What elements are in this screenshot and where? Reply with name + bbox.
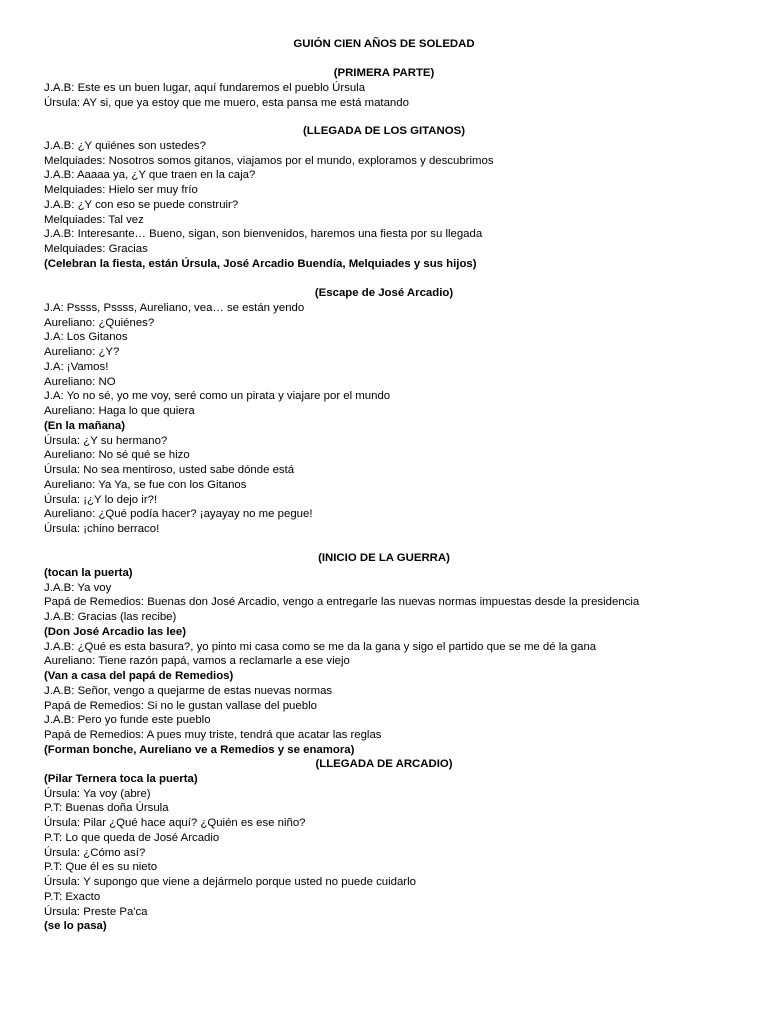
- speaker-name: Papá de Remedios:: [44, 596, 145, 609]
- speaker-name: J.A:: [44, 301, 64, 314]
- dialogue-line: [44, 610, 744, 625]
- stage-direction-text: (tocan la puerta): [44, 566, 133, 579]
- dialogue-text: NO: [98, 375, 116, 388]
- dialogue-text: Ya voy (abre): [83, 787, 151, 800]
- dialogue-list: [44, 301, 744, 537]
- section-primera-parte: [44, 66, 744, 110]
- speaker-name: Aureliano:: [44, 508, 96, 521]
- stage-direction: [44, 919, 744, 934]
- section-heading: (LLEGADA DE LOS GITANOS): [303, 125, 465, 137]
- speaker-name: J.A:: [44, 390, 64, 403]
- dialogue-line: [44, 905, 744, 920]
- speaker-name: Úrsula:: [44, 846, 81, 859]
- speaker-name: Aureliano:: [44, 478, 96, 491]
- stage-direction: [44, 566, 744, 581]
- dialogue-text: Interesante… Bueno, sigan, son bienvenidos, haremos una fiesta por su llegada: [77, 228, 483, 241]
- speaker-name: Úrsula:: [44, 905, 81, 918]
- speaker-name: Aureliano:: [44, 316, 96, 329]
- dialogue-text: Que él es su nieto: [65, 861, 158, 874]
- dialogue-line: [44, 96, 744, 111]
- speaker-name: J.A.B:: [44, 581, 75, 594]
- dialogue-text: Ya Ya, se fue con los Gitanos: [98, 478, 247, 491]
- dialogue-line: [44, 801, 744, 816]
- speaker-name: Úrsula:: [44, 523, 81, 535]
- dialogue-line: [44, 389, 744, 404]
- speaker-name: Úrsula:: [44, 434, 81, 447]
- dialogue-line: [44, 875, 744, 890]
- speaker-name: P.T:: [44, 890, 63, 903]
- dialogue-line: [44, 168, 744, 183]
- speaker-name: Aureliano:: [44, 449, 96, 462]
- dialogue-text: ¿Qué es esta basura?, yo pinto mi casa como se me da la gana y sigo el partido que se me dé la gana: [77, 640, 597, 653]
- speaker-name: Papá de Remedios:: [44, 699, 145, 712]
- speaker-name: Aureliano:: [44, 405, 96, 417]
- dialogue-line: [44, 330, 744, 345]
- stage-direction: [44, 257, 744, 272]
- dialogue-text: ¿Qué podía hacer? ¡ayayay no me pegue!: [98, 508, 313, 521]
- dialogue-text: Señor, vengo a quejarme de estas nuevas normas: [77, 684, 333, 697]
- stage-direction-text: (Don José Arcadio las lee): [44, 625, 187, 638]
- dialogue-text: Ya voy: [77, 581, 112, 594]
- document-title: GUIÓN CIEN AÑOS DE SOLEDAD: [293, 38, 475, 50]
- dialogue-text: Y supongo que viene a dejármelo porque usted no puede cuidarlo: [83, 876, 416, 888]
- section-llegada-gitanos: [44, 124, 744, 272]
- dialogue-line: [44, 816, 744, 831]
- dialogue-line: [44, 227, 744, 242]
- speaker-name: Melquiades:: [44, 213, 106, 226]
- speaker-name: Úrsula:: [44, 96, 81, 109]
- dialogue-line: [44, 522, 744, 537]
- dialogue-line: [44, 478, 744, 493]
- speaker-name: J.A.B:: [44, 611, 75, 623]
- dialogue-text: Hielo ser muy frío: [108, 184, 198, 196]
- dialogue-text: Buenas doña Úrsula: [65, 802, 169, 815]
- dialogue-text: Exacto: [65, 890, 101, 903]
- dialogue-text: Tiene razón papá, vamos a reclamarle a ese viejo: [98, 655, 350, 668]
- section-heading: (LLEGADA DE ARCADIO): [315, 758, 453, 770]
- dialogue-text: ¿Y con eso se puede construir?: [77, 198, 239, 211]
- dialogue-line: [44, 581, 744, 596]
- dialogue-text: Tal vez: [108, 213, 144, 226]
- dialogue-list: [44, 772, 744, 934]
- speaker-name: Úrsula:: [44, 787, 81, 800]
- section-llegada-arcadio: [44, 757, 744, 934]
- dialogue-text: Si no le gustan vallase del pueblo: [147, 699, 317, 712]
- dialogue-text: ¿Quiénes?: [98, 316, 155, 329]
- dialogue-text: Gracias: [108, 243, 148, 255]
- dialogue-text: ¿Y?: [98, 346, 120, 358]
- dialogue-line: [44, 728, 744, 743]
- dialogue-text: ¿Y su hermano?: [83, 434, 168, 447]
- dialogue-text: No sea mentiroso, usted sabe dónde está: [83, 464, 295, 476]
- stage-direction-text: (Pilar Ternera toca la puerta): [44, 772, 198, 785]
- dialogue-text: Yo no sé, yo me voy, seré como un pirata y viajare por el mundo: [66, 390, 391, 403]
- speaker-name: Aureliano:: [44, 375, 96, 388]
- speaker-name: Úrsula:: [44, 876, 81, 888]
- dialogue-line: [44, 345, 744, 360]
- speaker-name: J.A.B:: [44, 228, 75, 241]
- dialogue-text: A pues muy triste, tendrá que acatar las reglas: [146, 729, 382, 741]
- dialogue-text: ¿Y quiénes son ustedes?: [77, 139, 206, 152]
- dialogue-line: [44, 183, 744, 198]
- dialogue-line: [44, 375, 744, 390]
- speaker-name: J.A.B:: [44, 139, 75, 152]
- section-heading: (PRIMERA PARTE): [333, 67, 435, 79]
- speaker-name: J.A.B:: [44, 640, 75, 653]
- dialogue-text: No sé qué se hizo: [98, 449, 190, 462]
- dialogue-list: [44, 81, 744, 111]
- dialogue-text: ¡Vamos!: [66, 360, 109, 373]
- dialogue-line: [44, 213, 744, 228]
- dialogue-line: [44, 316, 744, 331]
- dialogue-text: Pilar ¿Qué hace aquí? ¿Quién es ese niño?: [83, 817, 306, 829]
- speaker-name: J.A:: [44, 331, 64, 344]
- section-heading: (INICIO DE LA GUERRA): [318, 552, 450, 564]
- speaker-name: Melquiades:: [44, 243, 106, 255]
- dialogue-list: [44, 139, 744, 272]
- dialogue-list: [44, 566, 744, 758]
- dialogue-text: Este es un buen lugar, aquí fundaremos el pueblo Úrsula: [77, 81, 366, 94]
- dialogue-text: Aaaaa ya, ¿Y que traen en la caja?: [76, 169, 256, 182]
- dialogue-line: [44, 846, 744, 861]
- speaker-name: Melquiades:: [44, 184, 106, 196]
- speaker-name: Papá de Remedios:: [44, 729, 145, 741]
- stage-direction: [44, 625, 744, 640]
- dialogue-line: [44, 493, 744, 508]
- dialogue-line: [44, 699, 744, 714]
- dialogue-line: [44, 787, 744, 802]
- dialogue-line: [44, 154, 744, 169]
- dialogue-text: Pssss, Pssss, Aureliano, vea… se están yendo: [66, 301, 305, 314]
- dialogue-line: [44, 404, 744, 419]
- dialogue-line: [44, 684, 744, 699]
- dialogue-text: Los Gitanos: [66, 331, 128, 344]
- speaker-name: P.T:: [44, 831, 63, 844]
- stage-direction-text: (Van a casa del papá de Remedios): [44, 670, 234, 682]
- dialogue-text: Lo que queda de José Arcadio: [65, 831, 220, 844]
- speaker-name: J.A.B:: [44, 684, 75, 697]
- dialogue-line: [44, 360, 744, 375]
- dialogue-text: ¡chino berraco!: [83, 523, 160, 535]
- stage-direction-text: (se lo pasa): [44, 920, 107, 933]
- stage-direction-text: (Forman bonche, Aureliano ve a Remedios y se enamora): [44, 743, 355, 756]
- speaker-name: Aureliano:: [44, 655, 96, 668]
- dialogue-line: [44, 301, 744, 316]
- dialogue-text: Gracias (las recibe): [77, 611, 177, 623]
- dialogue-line: [44, 139, 744, 154]
- dialogue-text: AY si, que ya estoy que me muero, esta pansa me está matando: [82, 96, 409, 109]
- dialogue-line: [44, 640, 744, 655]
- speaker-name: Úrsula:: [44, 464, 81, 476]
- dialogue-line: [44, 434, 744, 449]
- speaker-name: P.T:: [44, 802, 63, 815]
- stage-direction-text: (En la mañana): [44, 419, 126, 432]
- speaker-name: Úrsula:: [44, 493, 81, 506]
- stage-direction-text: (Celebran la fiesta, están Úrsula, José Arcadio Buendía, Melquiades y sus hijos): [44, 257, 477, 270]
- speaker-name: J.A:: [44, 360, 64, 373]
- speaker-name: J.A.B:: [44, 81, 75, 94]
- dialogue-line: [44, 654, 744, 669]
- speaker-name: J.A.B:: [44, 169, 75, 182]
- dialogue-line: [44, 890, 744, 905]
- dialogue-text: Preste Pa'ca: [83, 905, 148, 918]
- speaker-name: P.T:: [44, 861, 63, 874]
- speaker-name: J.A.B:: [44, 198, 75, 211]
- dialogue-line: [44, 81, 744, 96]
- dialogue-line: [44, 507, 744, 522]
- dialogue-line: [44, 242, 744, 257]
- stage-direction: [44, 419, 744, 434]
- stage-direction: [44, 669, 744, 684]
- section-inicio-guerra: [44, 551, 744, 758]
- dialogue-line: [44, 860, 744, 875]
- dialogue-text: Nosotros somos gitanos, viajamos por el mundo, exploramos y descubrimos: [108, 154, 494, 167]
- section-escape-jose-arcadio: [44, 286, 744, 537]
- speaker-name: Melquiades:: [44, 154, 106, 167]
- dialogue-text: ¿Cómo así?: [83, 846, 146, 859]
- dialogue-text: Buenas don José Arcadio, vengo a entregarle las nuevas normas impuestas desde la presidencia: [147, 596, 640, 609]
- dialogue-line: [44, 198, 744, 213]
- speaker-name: Úrsula:: [44, 817, 81, 829]
- section-heading: (Escape de José Arcadio): [314, 287, 454, 299]
- dialogue-text: ¡¿Y lo dejo ir?!: [83, 493, 158, 506]
- dialogue-text: Haga lo que quiera: [98, 405, 195, 417]
- dialogue-text: Pero yo funde este pueblo: [77, 714, 211, 727]
- speaker-name: Aureliano:: [44, 346, 96, 358]
- dialogue-line: [44, 448, 744, 463]
- stage-direction: [44, 743, 744, 758]
- dialogue-line: [44, 831, 744, 846]
- speaker-name: J.A.B:: [44, 714, 75, 727]
- stage-direction: [44, 772, 744, 787]
- dialogue-line: [44, 463, 744, 478]
- dialogue-line: [44, 713, 744, 728]
- dialogue-line: [44, 595, 744, 610]
